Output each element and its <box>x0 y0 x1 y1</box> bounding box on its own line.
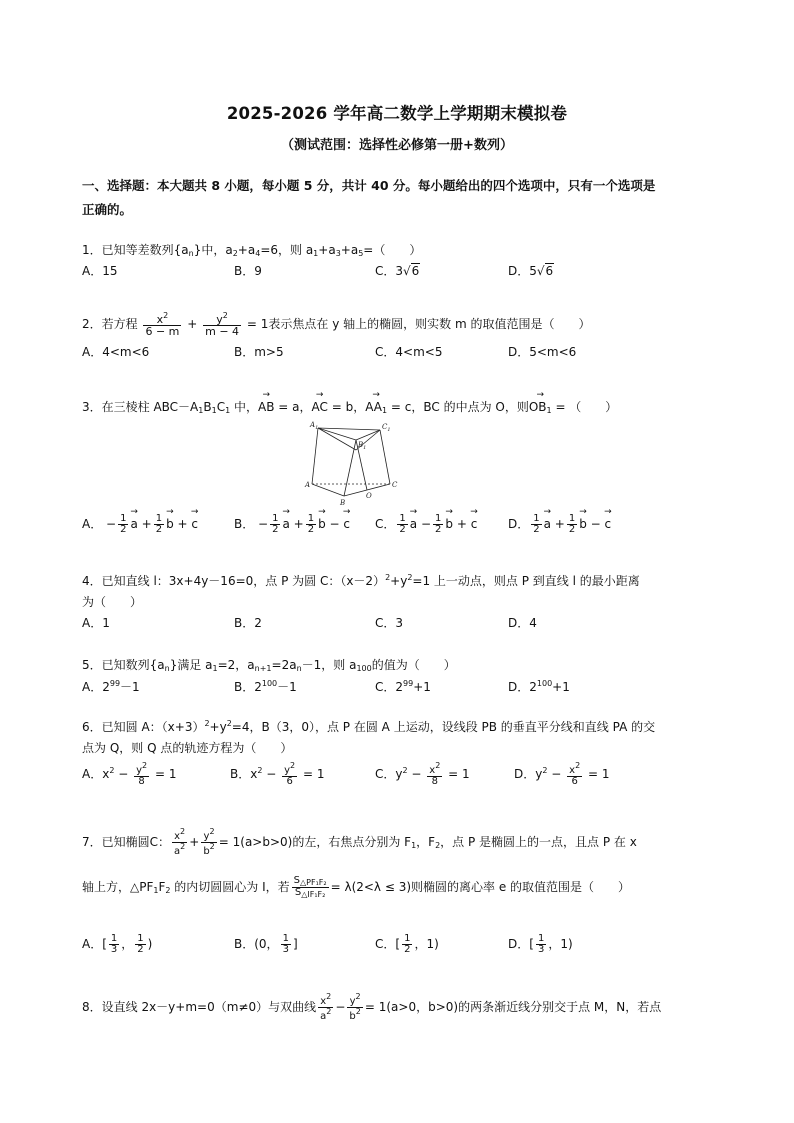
section-heading <box>82 174 714 222</box>
option-c[interactable]: C．3 <box>375 616 404 630</box>
edge-cc1 <box>380 430 390 484</box>
question-1: 1．已知等差数列$\{a_n\}$中，$a_2+a_4=6$，则 $a_1+a_3+a_5=$（ ） <box>82 243 422 258</box>
option-d[interactable]: D．$y^2$ − $\frac{x^2}{6}$ = 1 <box>514 761 610 787</box>
option-b[interactable]: B． − $\frac{1}{2}$ → a + $\frac{1}{2}$ → b − → c <box>234 514 350 535</box>
question-5: 5．已知数列$\{a_n\}$满足 $a_1=2$，$a_{n+1}=2a_n-1$，则 $a_{100}$的值为（ ） <box>82 658 456 673</box>
option-a[interactable]: A．15 <box>82 264 118 278</box>
question-5-options <box>82 678 712 698</box>
option-c[interactable]: C．$2^{99}+1$ <box>375 679 431 694</box>
question-6: 6．已知圆 A：$(x+3)^2+y^2=4$，B（3，0），点 P 在圆 A 上运动，设线段 PB 的垂直平分线和直线 PA 的交 <box>82 719 656 734</box>
option-a[interactable]: A．$x^2$ − $\frac{y^2}{8}$ = 1 <box>82 761 177 787</box>
question-8: 8．设直线 2x－y+m=0（m≠0）与双曲线 $\frac{x^2}{a^2}$ − $\frac{y^2}{b^2}$ = 1(a>0，b>0)的两条渐近线分别交于点 M，N，若点 <box>82 992 662 1022</box>
question-2-options <box>82 343 712 363</box>
edge-a1b1 <box>318 428 356 440</box>
question-7-options <box>82 934 712 968</box>
option-b[interactable]: B．m>5 <box>234 345 284 359</box>
option-b[interactable]: B．(0， $\frac{1}{3}$ ] <box>234 933 298 955</box>
edge-bb1 <box>344 440 356 496</box>
page-subtitle: （测试范围：选择性必修第一册+数列） <box>281 138 513 153</box>
option-c[interactable]: C．4<m<5 <box>375 345 443 359</box>
edge-inner <box>318 428 356 450</box>
label-b: B <box>340 499 346 507</box>
fraction: $\frac{x^2}{6 - m}$ <box>145 311 180 338</box>
option-d[interactable]: D．5<m<6 <box>508 345 577 359</box>
question-6-options <box>82 762 712 796</box>
edge-ab <box>312 484 344 496</box>
option-d[interactable]: D． $\frac{1}{2}$ → a + $\frac{1}{2}$ → b − → c <box>508 514 611 535</box>
option-b[interactable]: B．$2^{100}-1$ <box>234 679 297 694</box>
question-3: 3．在三棱柱 $ABC-A_1B_1C_1$ 中，→ AB = a，→ AC = b，→ $AA_1 = c$，BC 的中点为 O，则→ $OB_1$ = （ ） <box>82 398 712 415</box>
question-4-line-2: 为（ ） <box>82 595 143 609</box>
question-7: 7．已知椭圆C： $\frac{x^2}{a^2}$ + $\frac{y^2}{b^2}$ = 1(a>b>0)的左，右焦点分别为 $F_1$，$F_2$，点 P 是椭圆上的一点，且点 P 在 x <box>82 827 637 857</box>
option-d[interactable]: D．4 <box>508 616 537 630</box>
label-a: A <box>305 481 311 489</box>
prism-figure <box>300 420 410 507</box>
label-a1: $A_1$ <box>310 421 319 431</box>
edge-b1c1 <box>356 430 380 440</box>
option-d[interactable]: D．5√6 <box>508 264 554 278</box>
label-b1: $B_1$ <box>358 441 367 451</box>
question-3-options <box>82 514 712 544</box>
option-c[interactable]: C．$y^2$ − $\frac{x^2}{8}$ = 1 <box>375 761 470 787</box>
option-c[interactable]: C． $\frac{1}{2}$ → a − $\frac{1}{2}$ → b + → c <box>375 514 477 535</box>
section-line-1: 一、选择题：本大题共 8 小题，每小题 5 分，共计 40 分。每小题给出的四个选项中，只有一个选项是 <box>82 178 656 193</box>
option-d[interactable]: D．[ $\frac{1}{3}$ ，1) <box>508 933 573 955</box>
option-a[interactable]: A． − $\frac{1}{2}$ → a + $\frac{1}{2}$ → b + → c <box>82 514 198 535</box>
page-title: 2025-2026 学年高二数学上学期期末模拟卷 <box>226 104 568 123</box>
question-7-line-2: 轴上方，$\triangle PF_1F_2$ 的内切圆圆心为 I，若 $\frac{S_{\triangle PF_1F_2}}{S_{\triangle IF_1F_2}}$ = λ(2<λ ≤ 3)则椭圆的离心率 e 的取值范围是（ ） <box>82 875 631 899</box>
option-c[interactable]: C．3√6 <box>375 264 420 278</box>
option-b[interactable]: B．2 <box>234 616 262 630</box>
edge-aa1 <box>312 428 318 484</box>
fraction: $\frac{y^2}{m - 4}$ <box>205 311 240 338</box>
option-a[interactable]: A．[ $\frac{1}{3}$ ， $\frac{1}{2}$ ) <box>82 933 153 955</box>
option-a[interactable]: A．1 <box>82 616 110 630</box>
option-d[interactable]: D．$2^{100}+1$ <box>508 679 570 694</box>
question-6-line-2: 点为 Q，则 Q 点的轨迹方程为（ ） <box>82 741 293 755</box>
question-4: 4．已知直线 l：3x+4y－16=0，点 P 为圆 C：$(x-2)^2+y^2=1$ 上一动点，则点 P 到直线 l 的最小距离 <box>82 573 640 588</box>
label-c: C <box>392 481 398 489</box>
edge-a1c1 <box>318 428 380 430</box>
label-c1: $C_1$ <box>382 423 391 433</box>
option-b[interactable]: B．9 <box>234 264 262 278</box>
section-line-2: 正确的。 <box>82 202 133 217</box>
option-b[interactable]: B．$x^2$ − $\frac{y^2}{6}$ = 1 <box>230 761 325 787</box>
question-2: 2．若方程 $\frac{x^2}{6 - m}$ + $\frac{y^2}{m - 4}$ = 1表示焦点在 y 轴上的椭圆，则实数 m 的取值范围是（ ） <box>82 311 591 338</box>
option-c[interactable]: C．[ $\frac{1}{2}$ ，1) <box>375 933 439 955</box>
question-1-options <box>82 262 712 282</box>
question-4-options <box>82 614 712 634</box>
label-o: O <box>366 492 372 500</box>
option-a[interactable]: A．4<m<6 <box>82 345 150 359</box>
option-a[interactable]: A．$2^{99}-1$ <box>82 679 140 694</box>
